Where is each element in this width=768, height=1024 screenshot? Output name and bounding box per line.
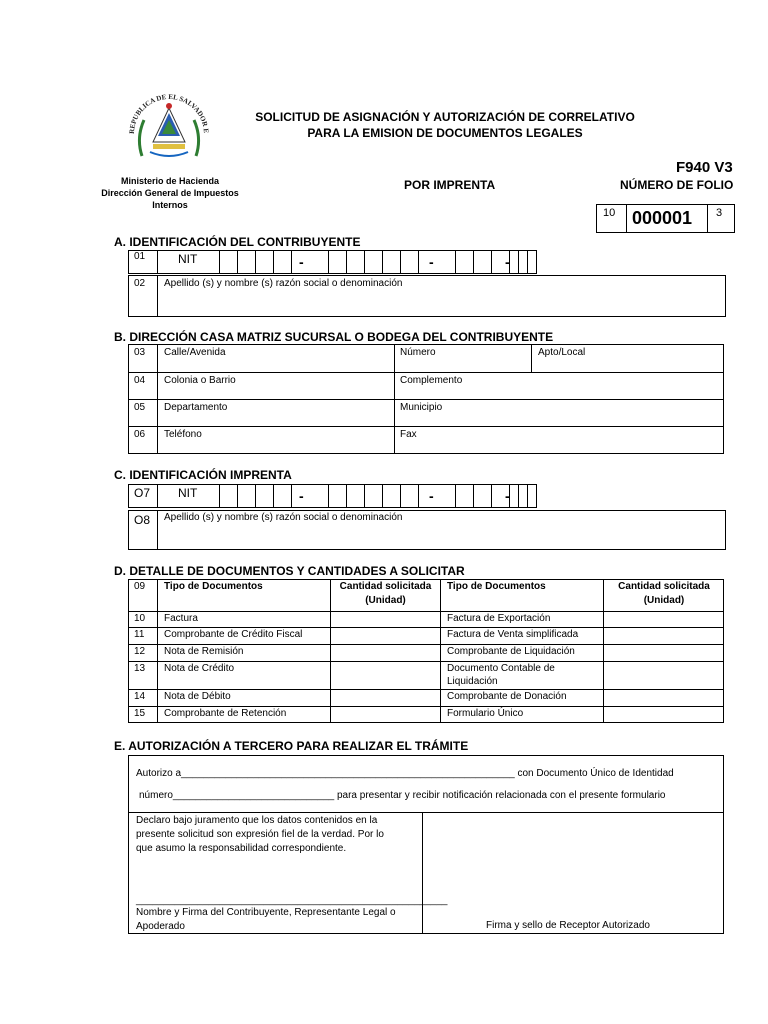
- name-field-number: 02: [134, 278, 146, 289]
- phone-label[interactable]: Teléfono: [164, 429, 202, 440]
- nit-digit-box[interactable]: [455, 250, 474, 274]
- doc-type-cell: Factura de Exportación: [447, 613, 551, 624]
- nit-digit-box[interactable]: [346, 250, 365, 274]
- nit-digit-box[interactable]: [400, 484, 419, 508]
- nit-digit-box[interactable]: [237, 484, 256, 508]
- seal-text: REPUBLICA DE EL SALVADOR E: [127, 92, 211, 135]
- street-label[interactable]: Calle/Avenida: [164, 347, 226, 358]
- apartment-label[interactable]: Apto/Local: [538, 347, 586, 358]
- nit-digit-box[interactable]: [255, 250, 274, 274]
- nit-digit-box[interactable]: [400, 250, 419, 274]
- form-title-line2: PARA LA EMISION DE DOCUMENTOS LEGALES: [307, 126, 583, 140]
- signature-label: Nombre y Firma del Contribuyente, Representante Legal o: [136, 907, 396, 918]
- printer-nit-row: [128, 484, 538, 508]
- fax-label[interactable]: Fax: [400, 429, 417, 440]
- address-row-number: 05: [134, 402, 146, 413]
- section-b-title: B. DIRECCIÓN CASA MATRIZ SUCURSAL O BODEGA DEL CONTRIBUYENTE: [114, 330, 554, 344]
- nit-digit-box[interactable]: [455, 484, 474, 508]
- name-field-label: Apellido (s) y nombre (s) razón social o denominación: [164, 278, 403, 289]
- nit-digit-box[interactable]: [328, 250, 347, 274]
- nit-digit-box[interactable]: [473, 484, 492, 508]
- nit-dash: -: [299, 488, 304, 504]
- doc-type-cell-cont: Liquidación: [447, 676, 498, 687]
- form-code: F940 V3: [676, 159, 733, 176]
- municipality-label[interactable]: Municipio: [400, 402, 443, 413]
- nit-label: NIT: [178, 252, 198, 266]
- signature-label-cont: Apoderado: [136, 921, 185, 932]
- signature-line[interactable]: ________________________________________________________: [136, 895, 448, 906]
- column-header-qty-unit: (Unidad): [643, 595, 685, 606]
- doc-type-cell: Nota de Débito: [164, 691, 231, 702]
- nit-digit-box[interactable]: [364, 250, 383, 274]
- table-row-number: 10: [134, 613, 146, 624]
- nit-dash: -: [429, 488, 434, 504]
- taxpayer-nit-row: [128, 250, 538, 274]
- nit-digit-box[interactable]: [219, 250, 238, 274]
- receptor-signature-label: Firma y sello de Receptor Autorizado: [486, 920, 650, 931]
- number-label[interactable]: Número: [400, 347, 436, 358]
- doc-type-cell: Comprobante de Liquidación: [447, 646, 575, 657]
- address-row-number: 03: [134, 347, 146, 358]
- authorize-line[interactable]: Autorizo a____________________________________________________________ con Documento Único de Identidad: [136, 768, 674, 779]
- nit-separator-box: [418, 484, 456, 508]
- doc-type-cell: Nota de Remisión: [164, 646, 244, 657]
- nit-digit-box[interactable]: [364, 484, 383, 508]
- table-row-number: 15: [134, 708, 146, 719]
- form-title-line1: SOLICITUD DE ASIGNACIÓN Y AUTORIZACIÓN DE CORRELATIVO: [255, 110, 635, 124]
- doc-type-cell: Formulario Único: [447, 708, 524, 719]
- nit-field-number: O7: [134, 486, 151, 500]
- table-row-number: 11: [134, 629, 145, 640]
- table-row-number: 13: [134, 663, 146, 674]
- directorate-name-cont: Internos: [152, 200, 188, 210]
- nit-dash: -: [505, 488, 510, 504]
- doc-type-cell: Documento Contable de: [447, 663, 555, 674]
- nit-dash: -: [299, 254, 304, 270]
- seal-emblem: [120, 86, 218, 172]
- column-header-qty: Cantidad solicitada: [618, 581, 710, 592]
- nit-digit-box[interactable]: [382, 250, 401, 274]
- nit-separator-box: [418, 250, 456, 274]
- nit-digit-box[interactable]: [518, 484, 537, 508]
- nit-digit-box[interactable]: [219, 484, 238, 508]
- folio-check-digit: 3: [716, 207, 723, 219]
- column-header-qty-unit: (Unidad): [365, 595, 406, 606]
- table-row-number: 12: [134, 646, 146, 657]
- id-number-line[interactable]: número_____________________________ para presentar y recibir notificación relacionada con el presente formulario: [139, 790, 666, 801]
- declaration-line3: que asumo la responsabilidad correspondiente.: [136, 843, 347, 854]
- nit-digit-box[interactable]: [273, 484, 292, 508]
- nit-separator-box: [291, 484, 329, 508]
- section-d-title: D. DETALLE DE DOCUMENTOS Y CANTIDADES A SOLICITAR: [114, 564, 465, 578]
- column-header-doc-type: Tipo de Documentos: [164, 581, 263, 592]
- doc-type-cell: Comprobante de Retención: [164, 708, 287, 719]
- nit-digit-box[interactable]: [518, 250, 537, 274]
- directorate-name: Dirección General de Impuestos: [101, 188, 239, 198]
- name-field-label: Apellido (s) y nombre (s) razón social o denominación: [164, 512, 403, 523]
- doc-type-cell: Comprobante de Crédito Fiscal: [164, 629, 303, 640]
- doc-type-cell: Factura: [164, 613, 198, 624]
- doc-type-cell: Comprobante de Donación: [447, 691, 567, 702]
- nit-dash: -: [429, 254, 434, 270]
- section-a-title: A. IDENTIFICACIÓN DEL CONTRIBUYENTE: [114, 235, 361, 249]
- form-subtitle: POR IMPRENTA: [404, 178, 496, 192]
- folio-label: NÚMERO DE FOLIO: [620, 178, 734, 192]
- ministry-name: Ministerio de Hacienda: [120, 176, 220, 186]
- address-row-number: 06: [134, 429, 146, 440]
- nit-digit-box[interactable]: [382, 484, 401, 508]
- nit-digit-box[interactable]: [237, 250, 256, 274]
- doc-type-cell: Factura de Venta simplificada: [447, 629, 579, 640]
- nit-label: NIT: [178, 486, 198, 500]
- section-e-title: E. AUTORIZACIÓN A TERCERO PARA REALIZAR EL TRÁMITE: [114, 739, 469, 753]
- table-row-number: 14: [134, 691, 146, 702]
- complement-label[interactable]: Complemento: [400, 375, 463, 386]
- neighborhood-label[interactable]: Colonia o Barrio: [164, 375, 236, 386]
- nit-digit-box[interactable]: [273, 250, 292, 274]
- name-field-number: O8: [134, 513, 151, 527]
- doc-type-cell: Nota de Crédito: [164, 663, 235, 674]
- nit-digit-box[interactable]: [473, 250, 492, 274]
- nit-separator-box: [291, 250, 329, 274]
- declaration-line2: presente solicitud son expresión fiel de la verdad. Por lo: [136, 829, 384, 840]
- table-header-number: 09: [134, 581, 146, 592]
- column-header-qty: Cantidad solicitada: [339, 581, 432, 592]
- address-row-number: 04: [134, 375, 146, 386]
- nit-field-number: 01: [134, 251, 146, 262]
- folio-field-number: 10: [603, 207, 616, 219]
- nit-digit-box[interactable]: [346, 484, 365, 508]
- section-c-title: C. IDENTIFICACIÓN IMPRENTA: [114, 468, 292, 482]
- nit-digit-box[interactable]: [328, 484, 347, 508]
- column-header-doc-type: Tipo de Documentos: [447, 581, 546, 592]
- nit-digit-box[interactable]: [255, 484, 274, 508]
- folio-number: 000001: [632, 208, 693, 228]
- nit-dash: -: [505, 254, 510, 270]
- declaration-line1: Declaro bajo juramento que los datos contenidos en la: [136, 815, 378, 826]
- department-label[interactable]: Departamento: [164, 402, 228, 413]
